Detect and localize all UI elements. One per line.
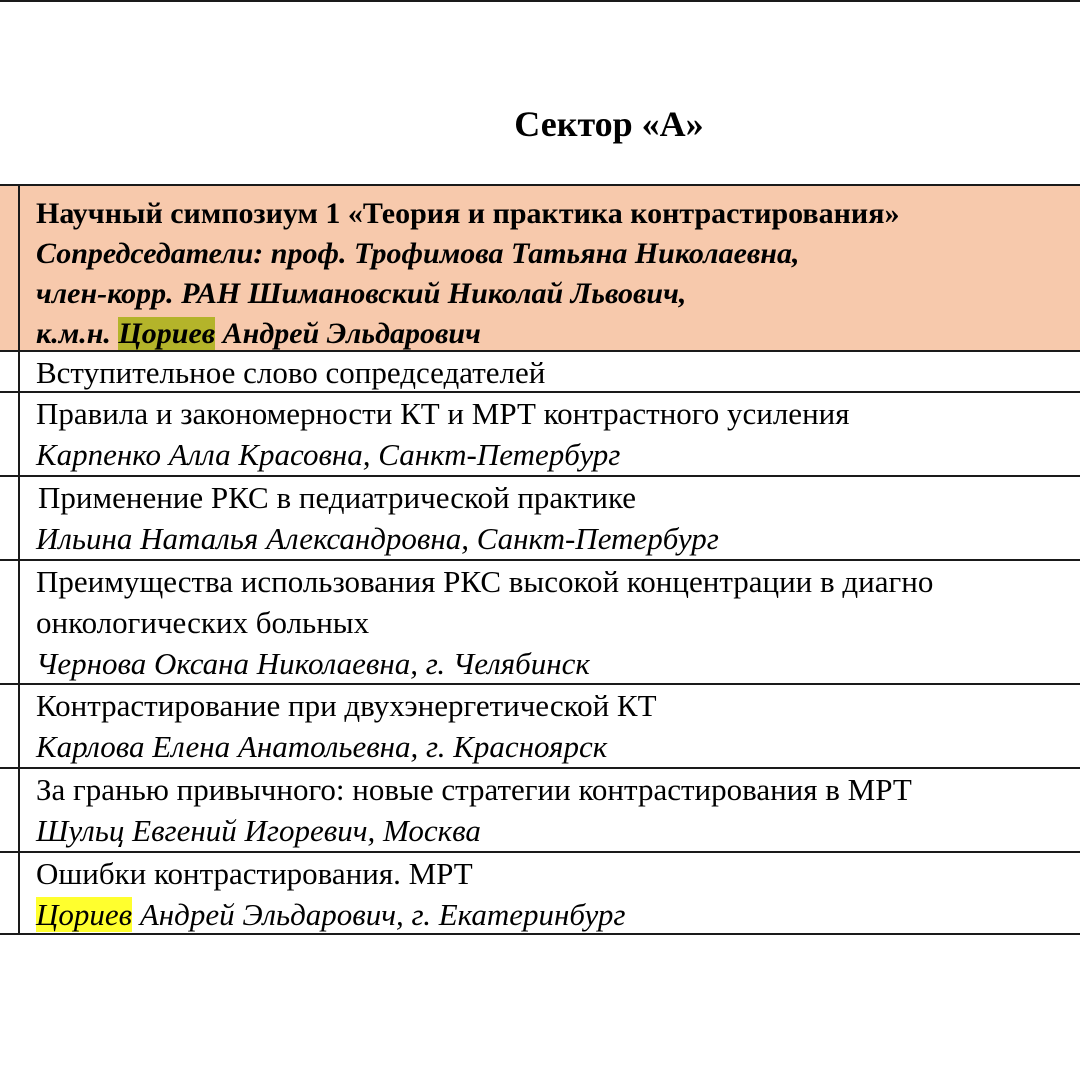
- talk-title: За гранью привычного: новые стратегии контрастирования в МРТ: [36, 772, 912, 807]
- symposium-header: [0, 186, 1080, 352]
- symposium-title: Научный симпозиум 1 «Теория и практика контрастирования»: [36, 197, 900, 230]
- talk-title: Вступительное слово сопредседателей: [36, 355, 546, 390]
- talk-speaker: Шульц Евгений Игоревич, Москва: [36, 813, 481, 848]
- table-row: [0, 477, 1080, 561]
- talk-speaker: Карпенко Алла Красовна, Санкт-Петербург: [36, 437, 621, 472]
- highlighted-surname: Цориев: [118, 317, 216, 350]
- table-row: [0, 853, 1080, 935]
- talk-speaker: Ильина Наталья Александровна, Санкт-Петербург: [36, 521, 719, 556]
- cochairs-line-2: член-корр. РАН Шимановский Николай Львович,: [36, 277, 687, 310]
- cochair-degree: к.м.н.: [36, 317, 111, 350]
- talk-title: Правила и закономерности КТ и МРТ контрастного усиления: [36, 396, 850, 431]
- table-row: [0, 769, 1080, 853]
- speaker-rest: Андрей Эльдарович, г. Екатеринбург: [132, 897, 626, 932]
- table-row: [0, 352, 1080, 393]
- talk-speaker: Чернова Оксана Николаевна, г. Челябинск: [36, 646, 590, 681]
- talk-speaker: [36, 894, 1080, 935]
- table-row: [0, 393, 1080, 477]
- top-border: [0, 0, 1080, 2]
- talk-title: Контрастирование при двухэнергетической КТ: [36, 688, 657, 723]
- talk-title: Преимущества использования РКС высокой концентрации в диагно: [36, 564, 934, 599]
- talk-title-continued: онкологических больных: [36, 605, 370, 640]
- talk-title: Применение РКС в педиатрической практике: [38, 480, 637, 515]
- talk-speaker: Карлова Елена Анатольевна, г. Красноярск: [36, 729, 608, 764]
- cochairs-line-3: [36, 314, 1080, 352]
- cochair-name: Андрей Эльдарович: [222, 317, 481, 350]
- program-table: [0, 184, 1080, 935]
- cochairs-line-1: Сопредседатели: проф. Трофимова Татьяна Николаевна,: [36, 237, 800, 270]
- table-row: [0, 685, 1080, 769]
- highlighted-surname: Цориев: [36, 897, 133, 932]
- talk-title: Ошибки контрастирования. МРТ: [36, 856, 473, 891]
- sector-title: Сектор «А»: [514, 104, 704, 144]
- table-row: [0, 561, 1080, 685]
